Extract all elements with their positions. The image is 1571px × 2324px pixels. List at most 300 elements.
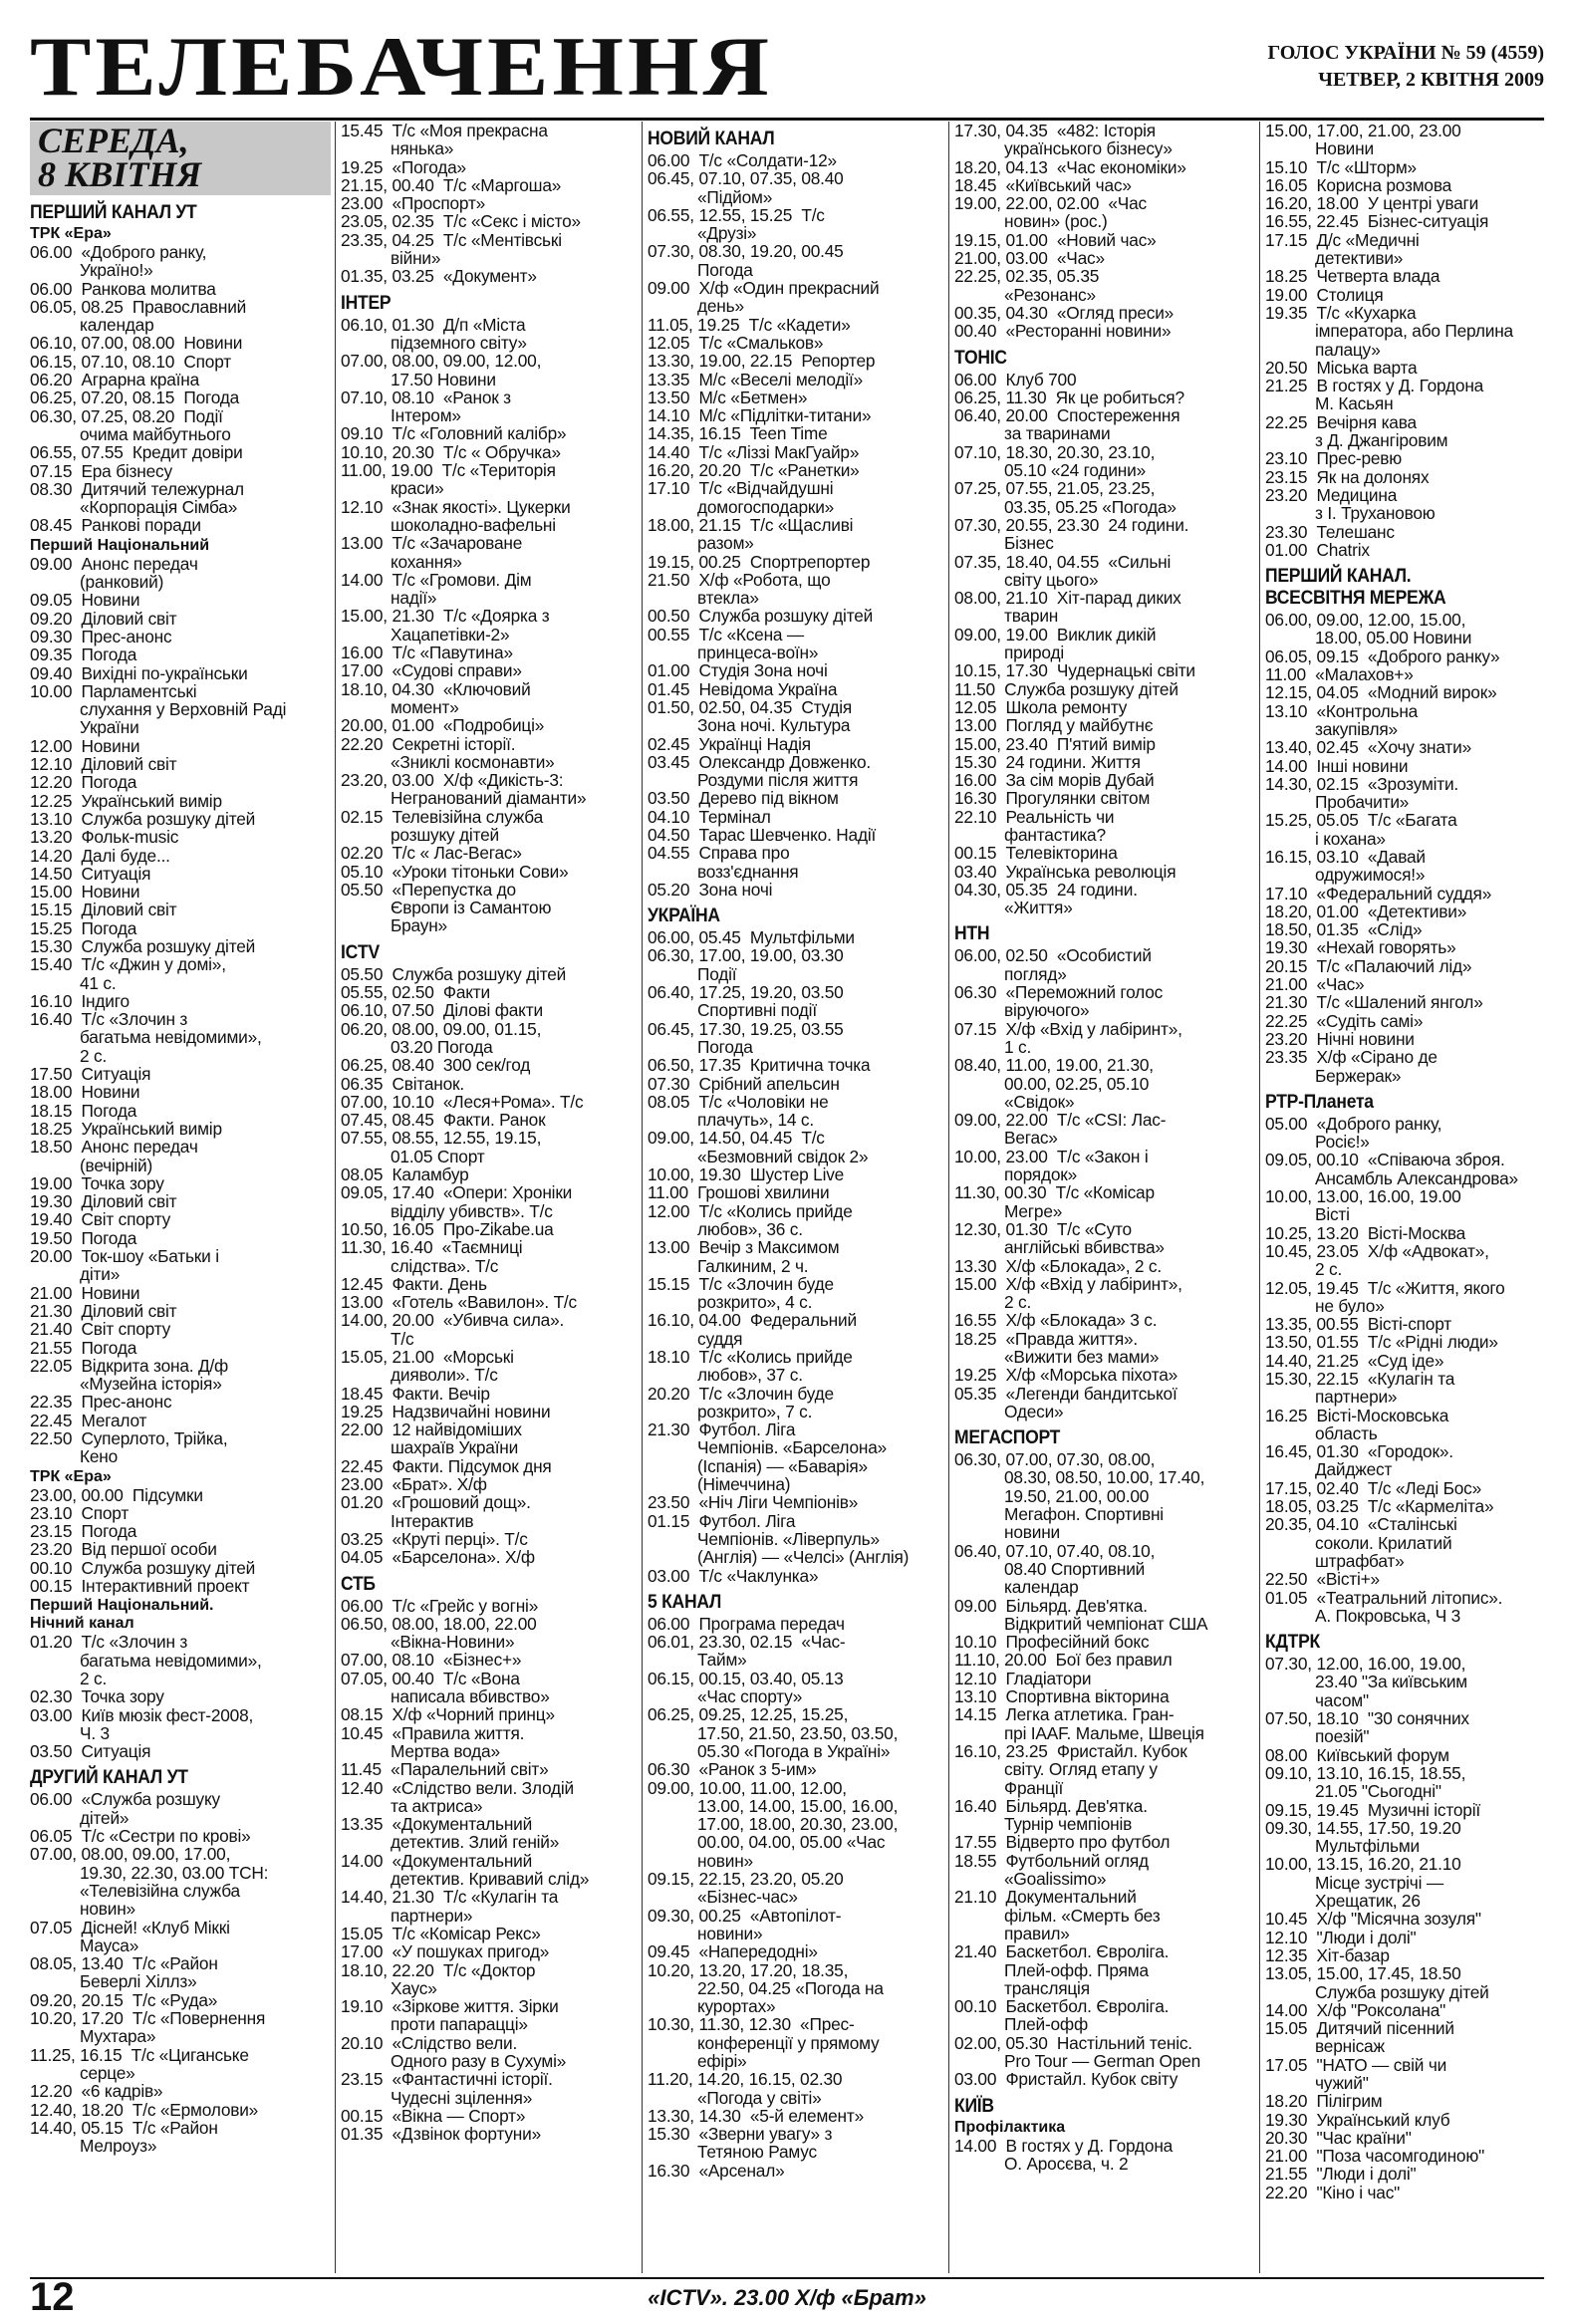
listing-time-title: 18.00 Новини [30,1082,140,1103]
listing-time-title: 13.35 М/с «Веселі мелодії» [648,369,863,389]
listing-continuation: любов», 37 с. [697,1365,803,1386]
listings-grid [30,122,1544,2273]
listing-entry [648,1238,942,1275]
listing-continuation: війни» [391,248,441,269]
listing-time-title: 13.00 «Готель «Вавилон». Т/с [341,1292,577,1313]
listing-entry [30,883,331,901]
listing-entry [954,716,1253,734]
listing-time-title: 14.35, 16.15 Teen Time [648,423,828,444]
listing-entry [30,2119,331,2156]
listing-entry [1265,1746,1544,1764]
listing-time-title: 12.00 Новини [30,735,140,756]
listing-entry [648,607,942,625]
channel-heading: ТОНІС [954,346,1007,369]
page-number: 12 [30,2275,75,2319]
listing-entry [648,424,942,442]
listing-time-title: 18.20, 01.00 «Детективи» [1265,901,1467,921]
listing-entry [648,279,942,316]
listing-continuation: краси» [391,478,444,499]
page-footer [30,2277,1544,2319]
listing-continuation: детективи» [1315,248,1404,269]
listing-entry [648,352,942,370]
listing-entry [341,1220,636,1238]
listing-entry [341,122,636,158]
listing-time-title: 23.15 Погода [30,1521,137,1542]
listing-continuation: 2 с. [1315,1259,1343,1280]
listing-continuation: прі IAAF. Мальме, Швеція [1004,1722,1204,1743]
listing-entry [1265,212,1544,230]
listing-entry [30,591,331,609]
channel-heading: ДРУГИЙ КАНАЛ УТ [30,1766,188,1789]
listing-time-title: 06.20, 08.00, 09.00, 01.15, [341,1018,542,1039]
listing-entry [1265,1910,1544,1928]
listing-time-title: 03.50 Ситуація [30,1741,151,1762]
listing-time-title: 19.25 Надзвичайні новини [341,1401,551,1421]
listing-entry [341,771,636,808]
listing-continuation: «Музейна історія» [80,1374,222,1395]
listing-continuation: світу цього» [1004,569,1099,590]
listing-continuation: Чемпіонів. «Ліверпуль» [697,1528,880,1549]
listing-entry [648,1020,942,1057]
listing-time-title: 08.05 Т/с «Чоловіки не [648,1091,829,1112]
listing-time-title: 23.30 Телешанс [1265,521,1395,542]
listing-continuation: Чудесні зцілення» [391,2087,533,2108]
listing-time-title: 09.00 Анонс передач [30,553,198,574]
listing-entry [1265,1497,1544,1515]
listing-entry [341,1403,636,1420]
listing-continuation: кохання» [391,551,462,572]
listing-entry [341,1705,636,1723]
listing-time-title: 20.50 Міська варта [1265,357,1418,378]
listing-entry [30,865,331,883]
listing-continuation: Новини [1315,138,1374,159]
issue-number: ГОЛОС УКРАЇНИ № 59 (4559) [1267,42,1544,64]
listing-entry [30,755,331,773]
listing-entry [341,461,636,498]
listing-entry [30,992,331,1010]
listing-time-title: 20.30 "Час країни" [1265,2127,1412,2148]
listing-time-title: 16.00 Т/с «Павутина» [341,643,513,663]
listing-time-title: 16.30 «Арсенал» [648,2160,785,2181]
listing-entry [954,371,1253,388]
listing-time-title: 12.05, 19.45 Т/с «Життя, якого [1265,1277,1505,1298]
listing-time-title: 06.25, 07.20, 08.15 Погода [30,387,240,408]
listing-entry [341,571,636,608]
listing-time-title: 18.00, 21.15 Т/с «Щасливі [648,514,854,535]
listing-entry [648,2107,942,2125]
listing-continuation: Одеси» [1004,1401,1064,1421]
listing-continuation: 18.00, 05.00 Новини [1315,628,1472,648]
listing-time-title: 06.40, 07.10, 07.40, 08.10, [954,1540,1156,1561]
listing-entry [954,735,1253,753]
listing-time-title: 13.20 Фольк-music [30,827,179,848]
listing-entry [341,176,636,194]
listing-time-title: 13.35 «Документальний [341,1814,533,1835]
listing-entry [954,881,1253,917]
listing-time-title: 08.45 Ранкові поради [30,515,201,536]
listing-entry [1265,885,1544,903]
listing-continuation: Служба розшуку дітей [1315,1981,1489,2002]
listing-continuation: 41 с. [80,972,117,993]
listing-entry [954,1852,1253,1889]
listing-time-title: 17.10 Т/с «Відчайдушні [648,478,834,499]
listing-time-title: 23.35 Х/ф «Сірано де [1265,1047,1438,1068]
listing-time-title: 21.25 В гостях у Д. Гордона [1265,376,1484,396]
channel-heading: КДТРК [1265,1631,1321,1654]
listing-time-title: 23.50 «Ніч Ліги Чемпіонів» [648,1492,859,1513]
listing-continuation: Дайджест [1315,1459,1393,1480]
listing-continuation: ефірі» [697,2050,747,2071]
listing-entry [341,1165,636,1183]
listing-time-title: 13.00 Вечір з Максимом [648,1237,840,1258]
listing-time-title: 18.15 Погода [30,1100,137,1121]
listing-time-title: 06.01, 23.30, 02.15 «Час- [648,1632,846,1653]
listing-entry [954,1311,1253,1329]
listing-entry [954,2070,1253,2088]
listing-continuation: поезій" [1315,1726,1370,1747]
listing-time-title: 22.10 Реальність чи [954,806,1115,827]
listing-entry [1265,1352,1544,1370]
listing-entry [1265,377,1544,413]
listing-entry [1265,286,1544,304]
listing-entry [30,1065,331,1083]
listing-time-title: 09.20 Діловий світ [30,608,177,629]
listing-time-title: 06.20 Аграрна країна [30,370,200,390]
listing-entry [954,771,1253,789]
listing-time-title: 02.15 Телевізійна служба [341,806,543,827]
listing-entry [30,919,331,937]
listing-entry [1265,1515,1544,1570]
listing-continuation: дияволи». Т/с [391,1365,498,1386]
listing-entry [648,2125,942,2162]
listing-continuation: разом» [697,533,754,554]
listing-entry [341,443,636,461]
listing-time-title: 18.45 «Київський час» [954,174,1132,195]
column-rule [335,122,336,2273]
listing-entry [341,1651,636,1669]
listing-time-title: 12.40 «Слідство вели. Злодій [341,1777,574,1798]
listing-time-title: 16.40 Більярд. Дев'ятка. [954,1795,1148,1816]
listing-entry [30,443,331,461]
listing-time-title: 22.25, 02.35, 05.35 [954,266,1100,287]
listing-entry [30,334,331,352]
listing-continuation: закупівля» [1315,718,1398,739]
listing-entry [341,661,636,679]
listing-entry [1265,2019,1544,2056]
listing-entry [30,810,331,828]
listing-entry [954,1888,1253,1942]
listing-entry [341,1724,636,1761]
listing-entry [1265,449,1544,467]
listing-entry [30,298,331,335]
listing-time-title: 06.55, 07.55 Кредит довіри [30,442,243,463]
listing-entry [1265,1589,1544,1626]
listing-time-title: 00.50 Служба розшуку дітей [648,606,874,627]
listing-entry [1265,848,1544,885]
listing-entry [954,789,1253,807]
listing-time-title: 22.45 Факти. Підсумок дня [341,1455,552,1476]
listing-entry [341,1275,636,1293]
listing-continuation: діти» [80,1264,121,1285]
listing-continuation: домогосподарки» [697,496,835,517]
listing-time-title: 15.10 Т/с «Шторм» [1265,156,1417,177]
listing-time-title: 09.00, 10.00, 11.00, 12.00, [648,1777,847,1798]
listing-time-title: 21.40 Баскетбол. Євроліга. [954,1941,1170,1962]
listing-continuation: новин» [697,1850,753,1871]
listing-time-title: 16.55 Х/ф «Блокада» 3 с. [954,1310,1158,1331]
listing-continuation: багатьма невідомими», [80,1650,262,1671]
listing-continuation: Негранований діаманти» [391,788,587,809]
listing-entry [1265,683,1544,701]
listing-time-title: 18.20, 04.13 «Час економіки» [954,156,1186,177]
listing-time-title: 07.15 Ера бізнесу [30,460,172,481]
listing-time-title: 13.10 Служба розшуку дітей [30,808,256,829]
listing-time-title: 05.50 Служба розшуку дітей [341,963,567,984]
listing-time-title: 15.30 24 години. Життя [954,751,1141,772]
listing-continuation: фантастика? [1004,824,1106,845]
listing-entry [30,1706,331,1743]
listing-time-title: 23.20 Від першої особи [30,1539,217,1560]
listing-time-title: 13.50, 01.55 Т/с «Рідні люди» [1265,1332,1498,1353]
listing-continuation: штрафбат» [1315,1550,1405,1571]
listing-entry [30,1120,331,1138]
listing-time-title: 09.00 Більярд. Дев'ятка. [954,1595,1148,1616]
listing-time-title: 02.30 Точка зору [30,1686,164,1707]
listing-time-title: 08.15 Х/ф «Чорний принц» [341,1704,555,1725]
listing-entry [1265,1570,1544,1588]
section-title: ТЕЛЕБАЧЕННЯ [30,19,773,114]
listing-entry [648,571,942,608]
listing-entry [954,1651,1253,1669]
listing-entry [1265,1929,1544,1946]
listing-time-title: 17.50 Ситуація [30,1064,151,1085]
listing-continuation: трансляція [1004,1977,1090,1998]
listing-entry [341,607,636,644]
channel-heading: НОВИЙ КАНАЛ [648,128,775,149]
listing-time-title: 06.00 Т/с «Грейс у вогні» [341,1595,539,1616]
listing-time-title: 16.10 Індиго [30,990,130,1011]
listing-time-title: 06.25, 09.25, 12.25, 15.25, [648,1704,849,1725]
listing-continuation: «Телевізійна служба [80,1880,240,1901]
listing-time-title: 22.50 «Вісті+» [1265,1569,1380,1590]
listing-entry [954,844,1253,862]
listing-time-title: 18.45 Факти. Вечір [341,1383,490,1404]
listing-entry [1265,2165,1544,2183]
listing-time-title: 09.10 Т/с «Головний калібр» [341,423,567,444]
listing-entry [30,1192,331,1210]
listing-continuation: вернісаж [1315,2036,1385,2057]
listing-entry [648,1633,942,1670]
listing-continuation: 01.05 Спорт [391,1146,485,1166]
listing-time-title: 07.30 Срібний апельсин [648,1073,840,1094]
listing-time-title: 15.00, 23.40 П'ятий вимір [954,733,1156,754]
issue-date: ЧЕТВЕР, 2 КВІТНЯ 2009 [1318,69,1544,91]
listing-time-title: 21.00 Новини [30,1282,140,1303]
listing-time-title: 07.05, 00.40 Т/с «Вона [341,1668,520,1688]
footer-promo: «ICTV». 23.00 Х/ф «Брат» [648,2285,926,2310]
listing-entry [1265,359,1544,377]
listing-continuation: не було» [1315,1295,1385,1316]
listing-continuation: (вечірній) [80,1155,153,1175]
listing-continuation: Мегре» [1004,1200,1063,1221]
listing-continuation: Ч. 3 [80,1722,110,1743]
listing-time-title: 19.15, 00.25 Спортрепортер [648,551,871,572]
listing-time-title: 07.00, 08.10 «Бізнес+» [341,1650,522,1671]
listing-time-title: 14.30, 02.15 «Зрозуміти. [1265,773,1459,794]
listing-entry [30,371,331,388]
listing-time-title: 09.00, 19.00 Виклик дикій [954,624,1157,645]
listing-entry [341,1001,636,1019]
listing-entry [1265,541,1544,559]
listing-time-title: 22.20 "Кіно і час" [1265,2182,1401,2202]
listing-entry [341,2070,636,2107]
listing-continuation: А. Покровська, Ч 3 [1315,1605,1461,1626]
listing-entry [1265,975,1544,993]
listing-time-title: 16.20, 20.20 Т/с «Ранетки» [648,460,860,481]
listing-continuation: партнери» [1315,1387,1398,1408]
listing-time-title: 21.30 Т/с «Шалений янгол» [1265,992,1483,1013]
listing-time-title: 17.15 Д/с «Медичні [1265,229,1420,250]
listing-time-title: 19.10 «Зіркове життя. Зірки [341,1996,559,2017]
listing-entry [30,280,331,298]
listing-entry [648,826,942,844]
listing-entry [341,1293,636,1311]
listing-continuation: віруючого» [1004,1000,1090,1021]
listing-entry [341,1311,636,1348]
listing-entry [1265,1151,1544,1187]
listing-time-title: 07.45, 08.45 Факти. Ранок [341,1110,546,1131]
listing-entry [30,2101,331,2119]
listing-entry [341,1961,636,1998]
listing-time-title: 07.00, 08.00, 09.00, 17.00, [30,1844,231,1865]
listing-time-title: 05.50 «Перепустка до [341,879,516,900]
listing-continuation: шоколадно-вафельні [391,514,556,535]
listing-time-title: 06.00 Т/с «Солдати-12» [648,150,837,170]
listing-entry [954,1742,1253,1797]
listing-continuation: слідства». Т/с [391,1255,499,1276]
listing-time-title: 06.10, 01.30 Д/п «Міста [341,314,526,335]
listing-time-title: 06.05, 09.15 «Доброго ранку» [1265,646,1500,666]
listing-entry [1265,1855,1544,1910]
listing-time-title: 05.55, 02.50 Факти [341,982,490,1003]
listing-time-title: 18.10, 22.20 Т/с «Доктор [341,1959,536,1980]
listing-entry [341,1997,636,2034]
listing-entry [341,2107,636,2125]
listing-time-title: 22.25 «Судіть самі» [1265,1010,1424,1031]
listing-entry [1265,938,1544,956]
listing-time-title: 14.00 Т/с «Громови. Дім [341,569,532,590]
listing-time-title: 23.15 «Фантастичні історії. [341,2069,553,2090]
listing-time-title: 12.10 Діловий світ [30,754,177,775]
listing-entry [30,1845,331,1918]
listing-time-title: 06.00 Програма передач [648,1613,845,1634]
listing-time-title: 19.30 «Нехай говорять» [1265,937,1456,958]
listing-entry [954,1597,1253,1634]
listing-continuation: область [1315,1422,1378,1443]
listing-entry [1265,1187,1544,1224]
listing-entry [30,1102,331,1120]
listing-time-title: 10.15, 17.30 Чудернацькі світи [954,660,1195,681]
listing-continuation: любов», 36 с. [697,1218,803,1239]
listing-entry [954,388,1253,406]
listing-entry [341,534,636,571]
listing-entry [1265,267,1544,285]
channel-heading: СТБ [341,1572,376,1595]
listing-entry [954,122,1253,158]
listing-entry [648,1093,942,1130]
listing-entry [341,424,636,442]
listing-continuation: конференції у прямому [697,2032,880,2053]
listing-entry [30,1827,331,1845]
listing-time-title: 14.00 Інші новини [1265,755,1409,776]
listing-entry [1265,1012,1544,1030]
listing-continuation: 08.30, 08.50, 10.00, 17.40, [1004,1467,1205,1488]
listing-time-title: 09.15, 19.45 Музичні історії [1265,1799,1480,1820]
listing-entry [648,151,942,169]
listing-time-title: 10.10, 20.30 Т/с « Обручка» [341,441,561,462]
listing-continuation: соколи. Крилатий [1315,1532,1452,1553]
listing-entry [30,646,331,663]
listing-time-title: 12.05 Т/с «Смальков» [648,332,824,353]
listing-entry [1265,413,1544,450]
listing-entry [1265,486,1544,523]
listing-time-title: 06.45, 07.10, 07.35, 08.40 [648,168,844,189]
listing-time-title: 16.15, 03.10 «Давай [1265,846,1426,867]
listing-entry [648,479,942,516]
listing-time-title: 07.50, 18.10 "30 сонячних [1265,1708,1469,1729]
listing-time-title: 09.00 Х/ф «Один прекрасний [648,278,880,299]
channel-heading: МЕГАСПОРТ [954,1426,1061,1449]
channel-heading: РТР-Планета [1265,1090,1374,1113]
listing-entry [954,1705,1253,1742]
listing-entry [1265,1333,1544,1351]
listing-continuation: Інтерактив [391,1510,474,1531]
listing-entry [30,773,331,791]
listing-entry [954,1687,1253,1705]
listing-time-title: 18.05, 03.25 Т/с «Кармеліта» [1265,1496,1494,1517]
listing-entry [954,1148,1253,1184]
listing-time-title: 11.05, 19.25 Т/с «Кадети» [648,314,851,335]
listing-time-title: 06.05 Т/с «Сестри по крові» [30,1826,251,1847]
listing-time-title: 07.00, 10.10 «Леся+Рома». Т/с [341,1091,584,1112]
listing-entry [1265,194,1544,212]
listing-time-title: 03.25 «Круті перці». Т/с [341,1528,528,1549]
listing-entry [30,955,331,992]
listing-time-title: 10.10 Професійний бокс [954,1632,1150,1653]
channel-heading: 5 КАНАЛ [648,1590,722,1613]
listing-time-title: 19.00 Столиця [1265,284,1384,305]
listing-time-title: 16.30 Прогулянки світом [954,788,1151,809]
channel-subheading: Перший Національний [30,536,210,554]
listing-entry [30,407,331,444]
listing-time-title: 09.05 Новини [30,590,140,611]
listing-time-title: 15.00 Х/ф «Вхід у лабіринт», [954,1273,1182,1294]
listing-time-title: 12.10 «Знак якості». Цукерки [341,496,571,517]
listing-entry [30,462,331,480]
listing-continuation: 21.05 "Сьогодні" [1315,1781,1441,1802]
channel-subheading: Перший Національний. Нічний канал [30,1597,214,1633]
listing-entry [954,267,1253,304]
listing-entry [1265,523,1544,541]
listing-entry [341,983,636,1001]
listing-time-title: 07.30, 12.00, 16.00, 19.00, [1265,1654,1466,1675]
listing-time-title: 13.50 М/с «Бетмен» [648,387,808,407]
listing-entry [648,1779,942,1870]
listing-entry [954,1366,1253,1384]
listing-time-title: 14.50 Ситуація [30,863,151,884]
listing-time-title: 10.45, 23.05 Х/ф «Адвокат», [1265,1240,1489,1261]
listing-entry [30,1559,331,1577]
